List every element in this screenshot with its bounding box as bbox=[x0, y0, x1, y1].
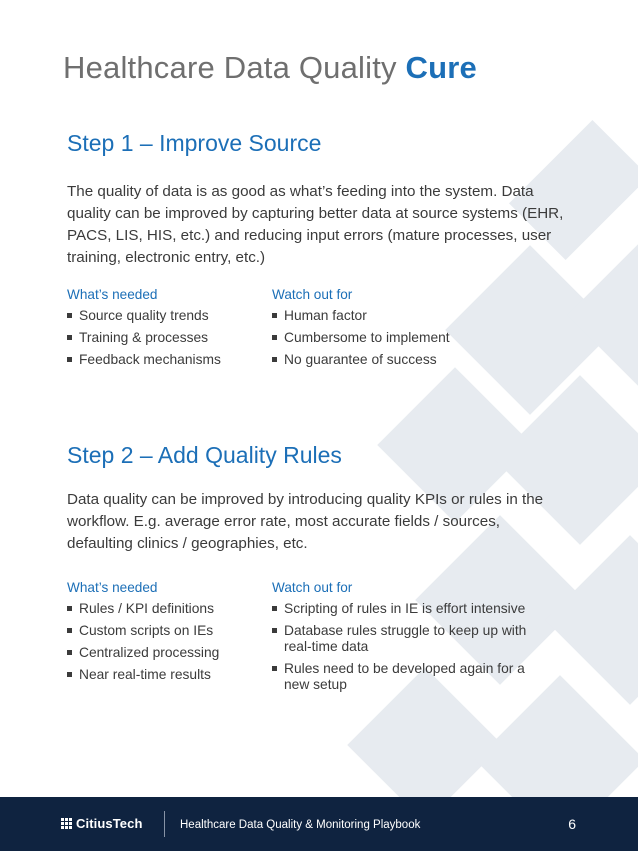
step2-watch-column bbox=[272, 580, 547, 699]
footer-divider bbox=[164, 811, 165, 837]
step1-watch-heading: Watch out for bbox=[272, 287, 353, 302]
page-title bbox=[63, 50, 477, 86]
list-item: No guarantee of success bbox=[272, 352, 542, 368]
title-accent: Cure bbox=[405, 50, 477, 85]
list-item: Source quality trends bbox=[67, 308, 337, 324]
step2-body: Data quality can be improved by introducing quality KPIs or rules in the workflow. E.g. average error rate, most accurate fields / sources, defaulting clinics / geographies, etc. bbox=[67, 491, 544, 552]
step1-watch-list bbox=[272, 308, 542, 368]
list-item: Rules / KPI definitions bbox=[67, 601, 337, 617]
list-item: Rules need to be developed again for a new setup bbox=[272, 661, 547, 693]
step1-body: The quality of data is as good as what’s feeding into the system. Data quality can be improved by capturing better data at source systems (EHR, PACS, LIS, HIS, etc.) and reducing input errors (mature processes, user training, electronic entry, etc.) bbox=[67, 183, 564, 266]
step1-needed-heading: What’s needed bbox=[67, 287, 158, 302]
list-item: Scripting of rules in IE is effort intensive bbox=[272, 601, 547, 617]
list-item: Custom scripts on IEs bbox=[67, 623, 337, 639]
logo-grid-icon bbox=[61, 818, 72, 829]
logo-text: CitiusTech bbox=[76, 816, 143, 831]
title-main: Healthcare Data Quality bbox=[63, 50, 397, 85]
list-item: Centralized processing bbox=[67, 645, 337, 661]
step1-heading: Step 1 – Improve Source bbox=[67, 130, 322, 156]
list-item: Database rules struggle to keep up with real-time data bbox=[272, 623, 547, 655]
list-item: Cumbersome to implement bbox=[272, 330, 542, 346]
list-item: Feedback mechanisms bbox=[67, 352, 337, 368]
step2-watch-heading: Watch out for bbox=[272, 580, 353, 595]
step2-watch-list bbox=[272, 601, 547, 693]
list-item: Near real-time results bbox=[67, 667, 337, 683]
step2-needed-heading: What’s needed bbox=[67, 580, 158, 595]
publication-title: Healthcare Data Quality & Monitoring Playbook bbox=[180, 819, 421, 831]
step1-watch-column bbox=[272, 287, 542, 374]
citiustech-logo bbox=[61, 816, 143, 831]
page-footer bbox=[0, 797, 638, 851]
list-item: Training & processes bbox=[67, 330, 337, 346]
step2-heading: Step 2 – Add Quality Rules bbox=[67, 442, 342, 468]
page-number: 6 bbox=[568, 816, 576, 832]
list-item: Human factor bbox=[272, 308, 542, 324]
